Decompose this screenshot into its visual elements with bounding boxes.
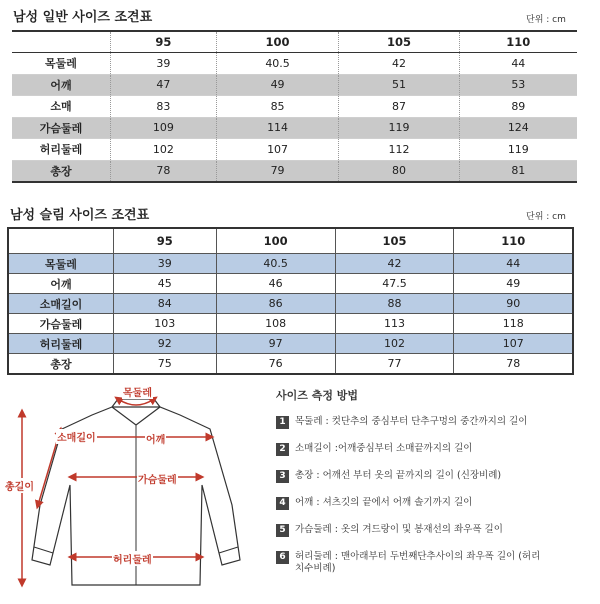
cell: 84 — [114, 294, 217, 314]
row-label: 목둘레 — [8, 254, 114, 274]
table-header-row — [8, 228, 573, 254]
row-label: 허리둘레 — [8, 334, 114, 354]
cell: 85 — [216, 96, 339, 118]
table-row — [8, 334, 573, 354]
size-header: 100 — [216, 31, 339, 53]
row-label: 소매 — [12, 96, 111, 118]
length-label: 총길이 — [4, 478, 35, 493]
row-label: 허리둘레 — [12, 139, 111, 161]
table-row — [8, 274, 573, 294]
cell: 44 — [454, 254, 573, 274]
cell: 112 — [339, 139, 459, 161]
cell: 45 — [114, 274, 217, 294]
cell: 80 — [339, 160, 459, 182]
cell: 46 — [216, 274, 335, 294]
waist-label: 허리둘레 — [112, 551, 153, 566]
cell: 47 — [111, 74, 217, 96]
regular-unit: 단위 : cm — [526, 15, 566, 25]
step-text: 소매길이 :어깨중심부터 소매끝까지의 길이 — [295, 443, 473, 454]
slim-title: 남성 슬림 사이즈 조견표 — [10, 208, 150, 223]
size-header: 110 — [459, 31, 577, 53]
step-number: 2 — [276, 443, 289, 456]
step-text: 허리둘레 : 맨아래부터 두번째단추사이의 좌우폭 길이 (허리 치수비례) — [295, 551, 541, 574]
step-number: 5 — [276, 524, 289, 537]
row-label: 가슴둘레 — [12, 117, 111, 139]
cell: 42 — [339, 53, 459, 75]
neck-label: 목둘레 — [122, 384, 153, 399]
table-row — [12, 74, 577, 96]
regular-size-table — [12, 30, 577, 183]
cell: 39 — [111, 53, 217, 75]
cell: 49 — [216, 74, 339, 96]
cell: 124 — [459, 117, 577, 139]
cell: 47.5 — [335, 274, 454, 294]
cell: 75 — [114, 354, 217, 375]
slim-unit: 단위 : cm — [526, 212, 566, 222]
slim-size-table — [7, 227, 574, 375]
table-row — [12, 160, 577, 182]
cell: 40.5 — [216, 53, 339, 75]
list-item — [276, 470, 596, 483]
row-label: 소매길이 — [8, 294, 114, 314]
regular-title: 남성 일반 사이즈 조견표 — [13, 10, 153, 25]
cell: 113 — [335, 314, 454, 334]
cell: 42 — [335, 254, 454, 274]
table-row — [12, 96, 577, 118]
step-text: 목둘레 : 컷단추의 중심부터 단추구멍의 중간까지의 길이 — [295, 416, 528, 427]
row-label: 어깨 — [8, 274, 114, 294]
shirt-outline-icon — [0, 385, 270, 600]
cell: 77 — [335, 354, 454, 375]
cell: 119 — [339, 117, 459, 139]
cell: 88 — [335, 294, 454, 314]
step-number: 4 — [276, 497, 289, 510]
sleeve-label: 소매길이 — [56, 429, 97, 444]
cell: 86 — [216, 294, 335, 314]
cell: 39 — [114, 254, 217, 274]
cell: 102 — [111, 139, 217, 161]
size-header: 105 — [335, 228, 454, 254]
size-header: 110 — [454, 228, 573, 254]
cell: 51 — [339, 74, 459, 96]
cell: 90 — [454, 294, 573, 314]
cell: 40.5 — [216, 254, 335, 274]
shirt-diagram — [0, 385, 270, 600]
corner-cell — [8, 228, 114, 254]
list-item — [276, 443, 596, 456]
cell: 118 — [454, 314, 573, 334]
table-row — [8, 354, 573, 375]
step-number: 3 — [276, 470, 289, 483]
cell: 87 — [339, 96, 459, 118]
cell: 108 — [216, 314, 335, 334]
list-item — [276, 497, 596, 510]
method-title: 사이즈 측정 방법 — [276, 389, 359, 402]
cell: 89 — [459, 96, 577, 118]
cell: 92 — [114, 334, 217, 354]
cell: 109 — [111, 117, 217, 139]
table-row — [12, 53, 577, 75]
step-text: 총장 : 어깨선 부터 옷의 끝까지의 길이 (신장비례) — [295, 470, 502, 481]
shoulder-label: 어깨 — [145, 431, 166, 446]
table-row — [8, 314, 573, 334]
cell: 107 — [216, 139, 339, 161]
size-header: 95 — [114, 228, 217, 254]
cell: 49 — [454, 274, 573, 294]
row-label: 가슴둘레 — [8, 314, 114, 334]
table-row — [12, 117, 577, 139]
cell: 103 — [114, 314, 217, 334]
cell: 79 — [216, 160, 339, 182]
cell: 102 — [335, 334, 454, 354]
cell: 97 — [216, 334, 335, 354]
row-label: 목둘레 — [12, 53, 111, 75]
table-header-row — [12, 31, 577, 53]
cell: 107 — [454, 334, 573, 354]
cell: 119 — [459, 139, 577, 161]
cell: 78 — [454, 354, 573, 375]
step-number: 6 — [276, 551, 289, 564]
step-number: 1 — [276, 416, 289, 429]
row-label: 어깨 — [12, 74, 111, 96]
cell: 53 — [459, 74, 577, 96]
size-header: 105 — [339, 31, 459, 53]
size-header: 95 — [111, 31, 217, 53]
chest-label: 가슴둘레 — [137, 471, 178, 486]
table-row — [8, 294, 573, 314]
cell: 81 — [459, 160, 577, 182]
row-label: 총장 — [12, 160, 111, 182]
step-text: 가슴둘레 : 옷의 겨드랑이 및 봉재선의 좌우폭 길이 — [295, 524, 503, 535]
cell: 78 — [111, 160, 217, 182]
corner-cell — [12, 31, 111, 53]
cell: 76 — [216, 354, 335, 375]
cell: 83 — [111, 96, 217, 118]
size-header: 100 — [216, 228, 335, 254]
table-row — [8, 254, 573, 274]
cell: 114 — [216, 117, 339, 139]
cell: 44 — [459, 53, 577, 75]
step-text: 어깨 : 셔츠깃의 끝에서 어깨 솔기까지 길이 — [295, 497, 473, 508]
list-item — [276, 524, 596, 537]
list-item — [276, 416, 596, 429]
row-label: 총장 — [8, 354, 114, 375]
table-row — [12, 139, 577, 161]
list-item — [276, 551, 596, 575]
